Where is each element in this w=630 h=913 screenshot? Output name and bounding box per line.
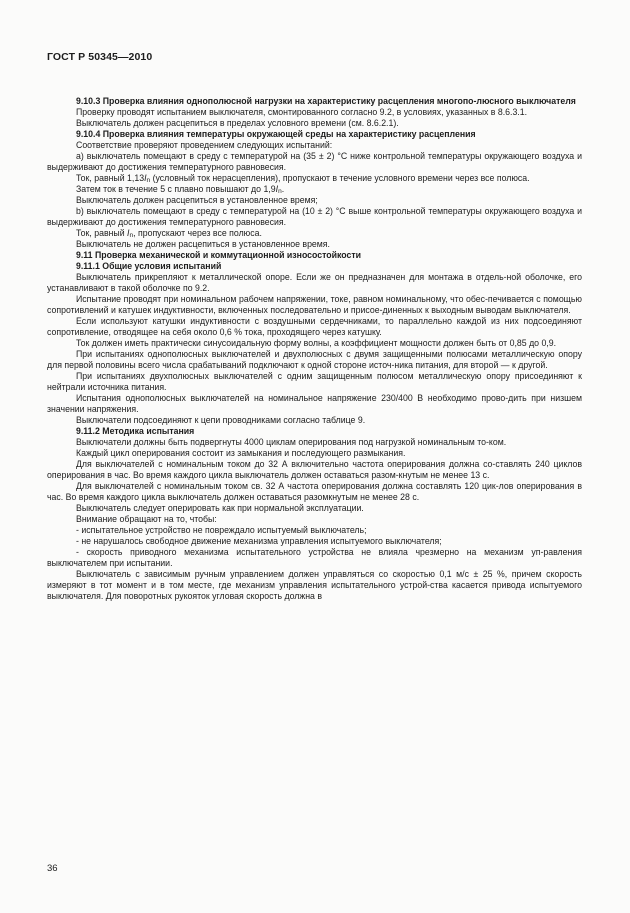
paragraph: При испытаниях двухполюсных выключателей с одним защищенным полюсом металлическую опору присоединяют к нейтрали источника питания. xyxy=(47,371,582,392)
paragraph: Ток должен иметь практически синусоидальную форму волны, а коэффициент мощности должен быть от 0,85 до 0,9. xyxy=(76,338,557,348)
paragraph: При испытаниях однополюсных выключателей и двухполюсных с двумя защищенными полюсами металлическую опору для первой половины всего числа срабатываний подключают к одной стороне источ-ника питания, для второй — к другой. xyxy=(47,349,582,370)
current-subscript: n xyxy=(129,232,134,239)
text-fragment: , пропускают через все полюса. xyxy=(133,228,262,238)
list-item: - скорость приводного механизма испытательного устройства не влияла чрезмерно на механизм уп-равления выключателем при испытании. xyxy=(47,547,582,568)
section-heading-9-10-3: 9.10.3 Проверка влияния однополюсной нагрузки на характеристику расцепления многопо-люсного выключателя xyxy=(76,96,576,106)
section-heading-9-11: 9.11 Проверка механической и коммутационной износостойкости xyxy=(76,250,362,260)
current-symbol: I xyxy=(144,173,147,183)
text-fragment: . xyxy=(281,184,285,194)
paragraph: Выключатель должен расцепиться в установленное время; xyxy=(76,195,318,205)
section-heading-9-11-2: 9.11.2 Методика испытания xyxy=(76,426,195,436)
paragraph: Внимание обращают на то, чтобы: xyxy=(76,514,217,524)
text-fragment: Затем ток в течение 5 с плавно повышают до 1,9 xyxy=(76,184,276,194)
standard-header: ГОСТ Р 50345—2010 xyxy=(47,51,153,63)
paragraph-current xyxy=(47,184,582,195)
paragraph: Для выключателей с номинальным током св. 32 А частота оперирования должна составлять 120 цик-лов оперирования в час. Во время каждого цикла выключатель должен оставаться разомкнутым не менее 28 с. xyxy=(47,481,582,502)
section-heading-9-11-1: 9.11.1 Общие условия испытаний xyxy=(76,261,222,271)
paragraph: Выключатель с зависимым ручным управлением должен управляться со скоростью 0,1 м/с ± 25 %, причем скорость измеряют в тот момент и в том месте, где механизм управления испытательного устрой-ства касается привода испытуемого выключателя. Для поворотных рукояток угловая скорость должна в xyxy=(47,569,582,601)
text-fragment: (условный ток нерасцепления), пропускают в течение условного времени через все полюса. xyxy=(150,173,530,183)
paragraph: b) выключатель помещают в среду с температурой на (10 ± 2) °C выше контрольной температуры окружающего воздуха и выдерживают до достижения температурного равновесия. xyxy=(47,206,582,227)
current-subscript: n xyxy=(278,188,282,195)
paragraph: Выключатель прикрепляют к металлической опоре. Если же он предназначен для монтажа в отдель-ной оболочке, его устанавливают в такой оболочке по 9.2. xyxy=(47,272,582,293)
list-item: - испытательное устройство не повреждало испытуемый выключатель; xyxy=(76,525,367,535)
text-fragment: Ток, равный xyxy=(76,228,128,238)
current-subscript: n xyxy=(146,177,151,184)
paragraph: Выключатель должен расцепиться в пределах условного времени (см. 8.6.2.1). xyxy=(76,118,399,128)
paragraph: Каждый цикл оперирования состоит из замыкания и последующего размыкания. xyxy=(76,448,406,458)
paragraph: Выключатели должны быть подвергнуты 4000 циклам оперирования под нагрузкой номинальным то-ком. xyxy=(76,437,507,447)
section-heading-9-10-4: 9.10.4 Проверка влияния температуры окружающей среды на характеристику расцепления xyxy=(76,129,476,139)
current-symbol: I xyxy=(127,228,130,238)
paragraph: Выключатель следует оперировать как при нормальной эксплуатации. xyxy=(76,503,364,513)
paragraph: Для выключателей с номинальным током до 32 А включительно частота оперирования должна со-ставлять 240 циклов оперирования в час. Во время каждого цикла выключатель должен оставаться разом-кнутым не менее 13 с. xyxy=(47,459,582,480)
document-body xyxy=(47,96,582,602)
paragraph-current xyxy=(47,228,582,239)
paragraph: Соответствие проверяют проведением следующих испытаний: xyxy=(76,140,333,150)
page-number: 36 xyxy=(47,863,58,874)
paragraph: Выключатели подсоединяют к цепи проводниками согласно таблице 9. xyxy=(76,415,366,425)
list-item: - не нарушалось свободное движение механизма управления испытуемого выключателя; xyxy=(76,536,442,546)
paragraph: Испытание проводят при номинальном рабочем напряжении, токе, равном номинальному, что обес-печивается с помощью сопротивлений и катушек индуктивности, включенных последовательно и присое-диненных к выходным выводам выключателя. xyxy=(47,294,582,315)
paragraph: Выключатель не должен расцепиться в установленное время. xyxy=(76,239,330,249)
current-symbol: I xyxy=(275,184,279,194)
text-fragment: Ток, равный 1,13 xyxy=(76,173,145,183)
paragraph-current xyxy=(47,173,582,184)
paragraph: Проверку проводят испытанием выключателя, смонтированного согласно 9.2, в условиях, указанных в 8.6.3.1. xyxy=(76,107,528,117)
paragraph: Если используют катушки индуктивности с воздушными сердечниками, то параллельно каждой из них подсоединяют сопротивление, отводящее на себя около 0,6 % тока, проходящего через катушку. xyxy=(47,316,582,337)
paragraph: Испытания однополюсных выключателей на номинальное напряжение 230/400 В необходимо прово-дить при низшем значении напряжения. xyxy=(47,393,582,414)
paragraph: a) выключатель помещают в среду с температурой на (35 ± 2) °C ниже контрольной температуры окружающего воздуха и выдерживают до достижения температурного равновесия. xyxy=(47,151,582,172)
